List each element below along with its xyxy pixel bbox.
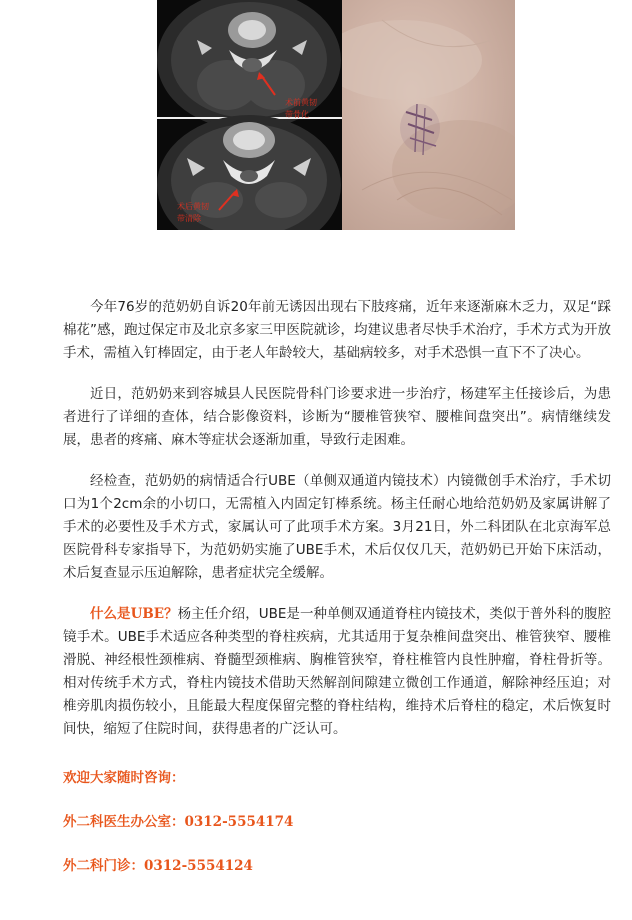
ct-label-top: [285, 97, 317, 121]
ct-label-bottom: [177, 201, 209, 225]
contact-office: 外二科医生办公室：0312-5554174: [63, 814, 294, 830]
article-body: [63, 296, 611, 899]
incision-photo: [342, 0, 515, 230]
paragraph-ube: [63, 603, 611, 741]
ct-label-bottom-line2: 带清除: [177, 214, 201, 223]
surgery-image-panel: [157, 0, 515, 230]
paragraph-1: 今年76岁的范奶奶自诉20年前无诱因出现右下肢疼痛，近年来逐渐麻木乏力，双足“踩棉花”感，跑过保定市及北京多家三甲医院就诊，均建议患者尽快手术治疗，手术方式为开放手术，需植入钉棒固定，由于老人年龄较大，基础病较多，对手术恐惧一直下不了决心。: [63, 299, 611, 361]
paragraph-3: 经检查，范奶奶的病情适合行UBE（单侧双通道内镜技术）内镜微创手术治疗，手术切口为1个2cm余的小切口，无需植入内固定钉棒系统。杨主任耐心地给范奶奶及家属讲解了手术的必要性及手术方式，家属认可了此项手术方案。3月21日，外二科团队在北京海军总医院骨科专家指导下，为范奶奶实施了UBE手术，术后仅仅几天，范奶奶已开始下床活动，术后复查显示压迫解除，患者症状完全缓解。: [63, 473, 611, 581]
ct-label-top-line2: 带骨化: [285, 110, 309, 119]
ct-label-top-line1: 术前黄韧: [285, 98, 317, 107]
paragraph-2: 近日，范奶奶来到容城县人民医院骨科门诊要求进一步治疗，杨建军主任接诊后，为患者进行了详细的查体，结合影像资料，诊断为“腰椎管狭窄、腰椎间盘突出”。病情继续发展，患者的疼痛、麻木等症状会逐渐加重，导致行走困难。: [63, 386, 611, 448]
incision-drawing: [342, 0, 515, 230]
contact-welcome: 欢迎大家随时咨询：: [63, 770, 185, 786]
ube-heading: 什么是UBE？: [90, 606, 178, 622]
ct-label-bottom-line1: 术后黄韧: [177, 202, 209, 211]
ube-text: 杨主任介绍，UBE是一种单侧双通道脊柱内镜技术，类似于普外科的腹腔镜手术。UBE手术适应各种类型的脊柱疾病，尤其适用于复杂椎间盘突出、椎管狭窄、腰椎滑脱、神经根性颈椎病、脊髓型颈椎病、胸椎管狭窄，脊柱椎管内良性肿瘤，脊柱骨折等。相对传统手术方式，脊柱内镜技术借助天然解剖间隙建立微创工作通道，解除神经压迫；对椎旁肌肉损伤较小，且能最大程度保留完整的脊柱结构，维持术后脊柱的稳定，术后恢复时间快，缩短了住院时间，获得患者的广泛认可。: [63, 606, 611, 737]
contact-clinic: 外二科门诊：0312-5554124: [63, 858, 253, 874]
ct-scan-image: [157, 0, 342, 230]
